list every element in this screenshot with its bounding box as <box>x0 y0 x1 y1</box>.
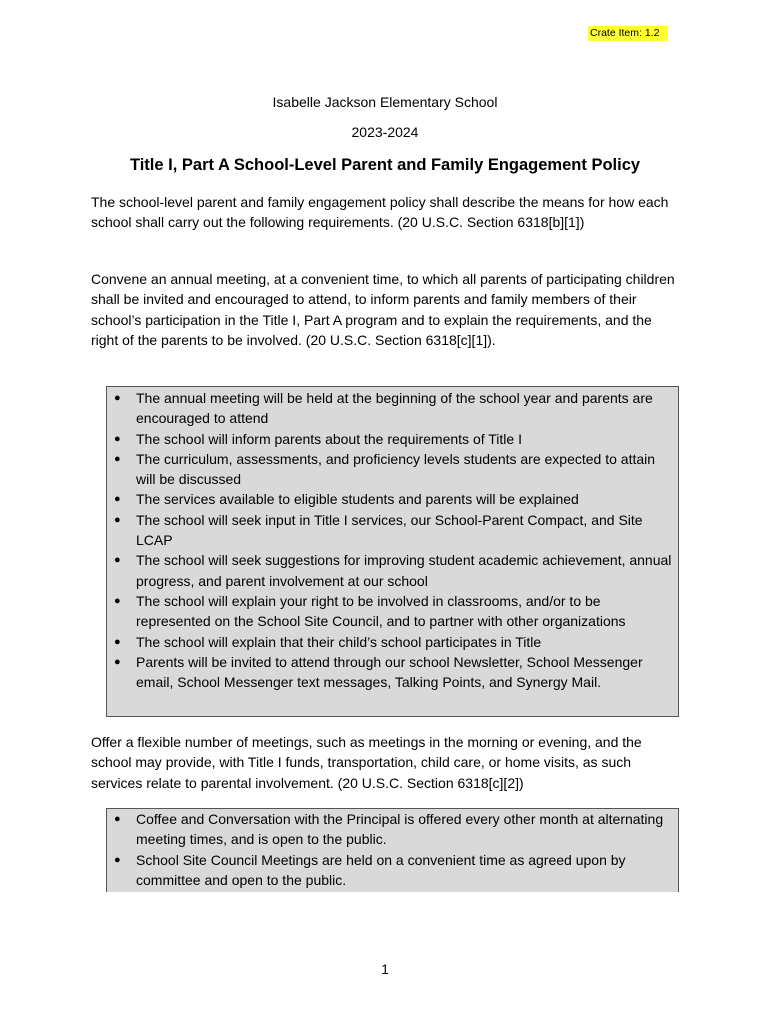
bullet-icon: ● <box>114 392 121 404</box>
list-item: ● The curriculum, assessments, and proficiency levels students are expected to attain will be discussed <box>114 450 656 488</box>
list-item: ● The services available to eligible students and parents will be explained <box>107 489 678 509</box>
intro-paragraph: The school-level parent and family engagement policy shall describe the means for how each school shall carry out the following requirements. (20 U.S.C. Section 6318[b][1]) <box>91 194 669 231</box>
list-item: ● The school will explain that their child’s school participates in Title <box>107 632 678 652</box>
bullet-icon: ● <box>114 452 121 465</box>
bullet-icon: ● <box>114 513 121 526</box>
list-item: ● The school will inform parents about the requirements of Title I <box>107 429 678 449</box>
list-item: ● The school will explain your right to be involved in classrooms, and/or to be represented on the School Site Council, and to partner with other organizations <box>114 592 626 630</box>
bullet-icon: ● <box>114 655 121 668</box>
crate-item-label: Crate Item: 1.2 <box>588 26 668 41</box>
list-item: ● The annual meeting will be held at the beginning of the school year and parents are encouraged to attend <box>114 390 653 427</box>
bullet-icon: ● <box>114 493 121 506</box>
section1-list <box>106 386 679 717</box>
school-name: Isabelle Jackson Elementary School <box>272 94 498 110</box>
bullet-icon: ● <box>114 432 121 445</box>
page-number: 1 <box>381 961 389 977</box>
bullet-icon: ● <box>114 813 121 825</box>
bullet-icon: ● <box>114 594 121 607</box>
list-item: ● Coffee and Conversation with the Principal is offered every other month at alternating meeting times, and is open to the public. <box>114 811 664 848</box>
list-item: ● The school will seek input in Title I services, our School-Parent Compact, and Site LCAP <box>114 511 643 549</box>
school-year: 2023-2024 <box>351 124 419 140</box>
list-item: ● School Site Council Meetings are held on a convenient time as agreed upon by committee and open to the public. <box>114 851 626 888</box>
list-item: ● Parents will be invited to attend through our school Newsletter, School Messenger email, School Messenger text messages, Talking Points, and Synergy Mail. <box>114 653 643 691</box>
bullet-icon: ● <box>114 635 121 648</box>
section2-paragraph: Offer a flexible number of meetings, such as meetings in the morning or evening, and the school may provide, with Title I funds, transportation, child care, or home visits, as such services relate to parental involvement. (20 U.S.C. Section 6318[c][2]) <box>91 734 642 791</box>
page-title: Title I, Part A School-Level Parent and Family Engagement Policy <box>129 156 641 174</box>
section1-paragraph: Convene an annual meeting, at a convenient time, to which all parents of participating children shall be invited and encouraged to attend, to inform parents and family members of their school’s participation in the Title I, Part A program and to explain the requirements, and the right of the parents to be involved. (20 U.S.C. Section 6318[c][1]). <box>91 271 675 348</box>
bullet-icon: ● <box>114 554 121 567</box>
list-item: ● The school will seek suggestions for improving student academic achievement, annual progress, and parent involvement at our school <box>114 552 672 589</box>
bullet-icon: ● <box>114 853 121 866</box>
section2-list <box>106 808 679 892</box>
